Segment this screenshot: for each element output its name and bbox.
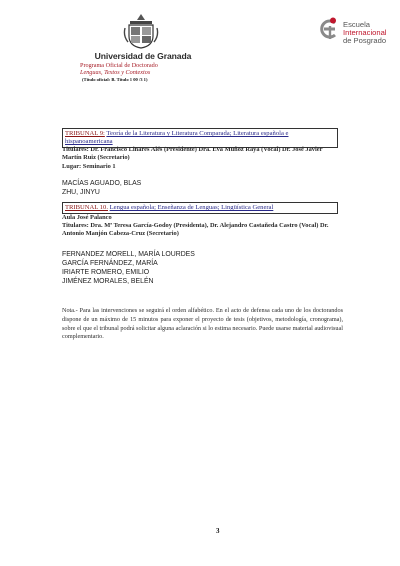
school-name [343, 21, 386, 46]
defense-note: Nota.- Para las intervenciones se seguirá el orden alfabético. En el acto de defensa cada uno de los doctorandos dispone de un máximo de 15 minutos para exponer el proyecto de tesis (objetivos, metodología, cronograma), sobre el que el tribunal podrá solicitar alguna aclaración si lo estima necesario. Puede usarse material audiovisual complementario. [62, 307, 343, 341]
tribunal-9-label: TRIBUNAL 9: [65, 130, 105, 137]
school-line-1: Escuela [343, 20, 371, 29]
candidate-name: JIMÉNEZ MORALES, BELÉN [62, 277, 154, 285]
page-number: 3 [216, 527, 220, 535]
tribunal-10-heading [62, 202, 338, 214]
tribunal-9-titulares: Titulares: Dr. Francisco Linares Alés (Presidente) Dra. Eva Muñoz Raya (Vocal) Dr. José Javier Martín Ruiz (Secretario) [62, 146, 323, 161]
tribunal-9-title: Teoría de la Literatura y Literatura Comparada; Literatura española e hispanoamericana [65, 130, 289, 145]
candidate-name: FERNANDEZ MORELL, MARÍA LOURDES [62, 251, 195, 258]
tribunal-9-heading [62, 128, 338, 148]
tribunal-10-title: Lengua española; Enseñanza de Lenguas; Lingüística General [109, 204, 274, 211]
program-line-1: Programa Oficial de Doctorado [80, 62, 158, 69]
candidate-name: IRIARTE ROMERO, EMILIO [62, 268, 150, 276]
candidate-name: ZHU, JINYU [62, 188, 100, 196]
tribunal-10-candidates [62, 251, 195, 287]
university-name: Universidad de Granada [94, 51, 192, 61]
program-line-2: Lenguas, Textos y Contextos [80, 69, 151, 76]
school-line-2: Internacional [343, 28, 387, 38]
candidate-name: GARCÍA FERNÁNDEZ, MARÍA [62, 259, 158, 267]
escuela-posgrado-logo-icon [318, 17, 340, 43]
tribunal-10-label: TRIBUNAL 10. [65, 204, 108, 211]
program-code: (Título oficial: B. Título 1 00 /3 1) [82, 77, 148, 82]
tribunal-9-lugar: Lugar: Seminario 1 [62, 163, 116, 170]
tribunal-10-aula: Aula José Palanco [62, 214, 112, 221]
program-title [80, 62, 158, 76]
school-line-3: de Posgrado [343, 36, 387, 46]
tribunal-9-candidates [62, 180, 141, 198]
tribunal-10-titulares: Titulares: Dra. Mª Teresa García-Godoy (Presidenta), Dr. Alejandro Castañeda Castro (Vocal) Dr. Antonio Manjón Cabeza-Cruz (Secretario) [62, 222, 329, 237]
university-crest-icon [121, 12, 161, 50]
candidate-name: MACÍAS AGUADO, BLAS [62, 180, 142, 187]
